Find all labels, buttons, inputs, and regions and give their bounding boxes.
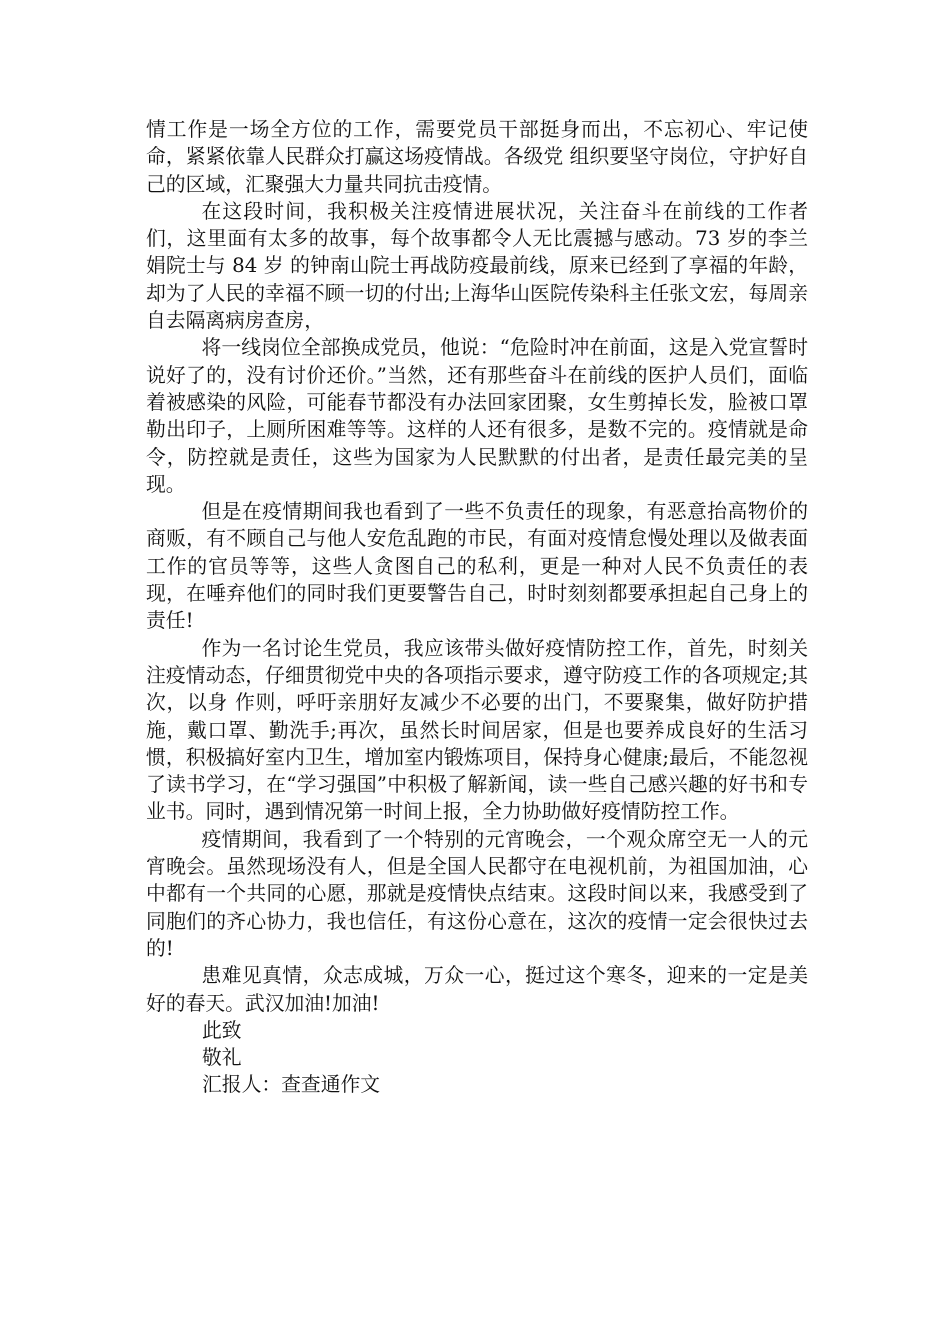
document-body (146, 116, 808, 1099)
paragraph-3: 将一线岗位全部换成党员，他说：“危险时冲在前面，这是入党宣誓时说好了的，没有讨价还价。”当然，还有那些奋斗在前线的医护人员们，面临着被感染的风险，可能春节都没有办法回家团聚，女生剪掉长发，脸被口罩勒出印子，上厕所困难等等。这样的人还有很多，是数不完的。疫情就是命令，防控就是责任，这些为国家为人民默默的付出者，是责任最完美的呈现。 (146, 336, 808, 496)
reporter-signature: 汇报人：查查通作文 (202, 1073, 381, 1097)
paragraph-6: 疫情期间，我看到了一个特别的元宵晚会，一个观众席空无一人的元宵晚会。虽然现场没有人，但是全国人民都守在电视机前，为祖国加油，心中都有一个共同的心愿，那就是疫情快点结束。这段时间以来，我感受到了同胞们的齐心协力，我也信任，有这份心意在，这次的疫情一定会很快过去的! (146, 827, 808, 960)
paragraph-1: 情工作是一场全方位的工作，需要党员干部挺身而出，不忘初心、牢记使命，紧紧依靠人民群众打赢这场疫情战。各级党 组织要坚守岗位，守护好自己的区域，汇聚强大力量共同抗击疫情。 (146, 118, 808, 196)
paragraph-5: 作为一名讨论生党员，我应该带头做好疫情防控工作，首先，时刻关注疫情动态，仔细贯彻党中央的各项指示要求，遵守防疫工作的各项规定;其次，以身 作则，呼吁亲朋好友减少不必要的出门，不要聚集，做好防护措施，戴口罩、勤洗手;再次，虽然长时间居家，但是也要养成良好的生活习惯，积极搞好室内卫生，增加室内锻炼项目，保持身心健康;最后，不能忽视了读书学习，在“学习强国”中积极了解新闻，读一些自己感兴趣的好书和专业书。同时，遇到情况第一时间上报，全力协助做好疫情防控工作。 (146, 636, 808, 824)
paragraph-4: 但是在疫情期间我也看到了一些不负责任的现象，有恶意抬高物价的商贩，有不顾自己与他人安危乱跑的市民，有面对疫情怠慢处理以及做表面工作的官员等等，这些人贪图自己的私利，更是一种对人民不负责任的表现，在唾弃他们的同时我们更要警告自己，时时刻刻都要承担起自己身上的责任! (146, 500, 808, 633)
paragraph-2: 在这段时间，我积极关注疫情进展状况，关注奋斗在前线的工作者们，这里面有太多的故事，每个故事都令人无比震撼与感动。73 岁的李兰娟院士与 84 岁 的钟南山院士再战防疫最前线，原来已经到了享福的年龄，却为了人民的幸福不顾一切的付出;上海华山医院传染科主任张文宏，每周亲自去隔离病房查房， (146, 199, 808, 333)
closing-salutation-1: 此致 (202, 1018, 242, 1042)
closing-salutation-2: 敬礼 (202, 1046, 242, 1070)
paragraph-7: 患难见真情，众志成城，万众一心，挺过这个寒冬，迎来的一定是美好的春天。武汉加油!加油! (146, 964, 808, 1015)
